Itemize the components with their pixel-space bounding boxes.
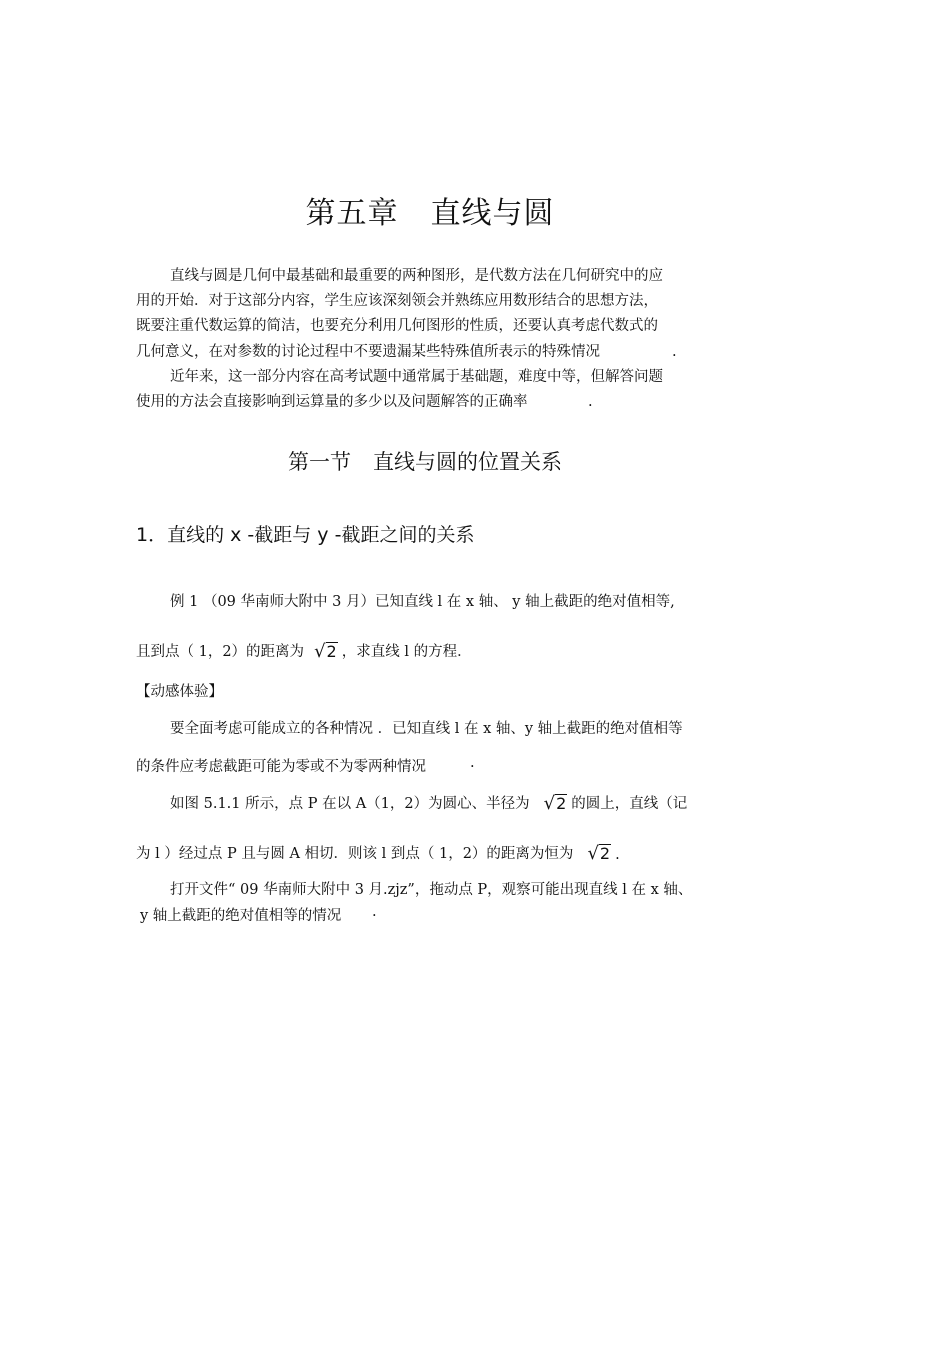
section-name: 直线与圆的位置关系 <box>373 450 562 474</box>
intro-period: . <box>588 394 593 410</box>
sqrt-symbol: √ 2 <box>543 793 567 814</box>
chapter-name: 直线与圆 <box>430 196 555 231</box>
dynamic-period: . <box>470 755 475 771</box>
dynamic-text: 如图 5.1.1 所示，点 P 在以 A（1，2）为圆心、半径为 <box>170 796 530 812</box>
example-text: ，求直线 l 的方程． <box>341 644 472 660</box>
dynamic-line: 的条件应考虑截距可能为零或不为零两种情况 <box>136 759 426 775</box>
dynamic-text: . <box>615 847 620 863</box>
intro-line: 近年来，这一部分内容在高考试题中通常属于基础题，难度中等，但解答问题 <box>170 369 663 385</box>
section-title <box>0 446 850 476</box>
intro-period: . <box>672 344 677 360</box>
dynamic-period: . <box>372 904 377 920</box>
dynamic-line: y 轴上截距的绝对值相等的情况 <box>140 908 342 924</box>
dynamic-text: 为 l ）经过点 P 且与圆 A 相切．则该 l 到点（ 1，2）的距离为恒为 <box>136 846 574 862</box>
intro-line: 既要注重代数运算的简洁，也要充分利用几何图形的性质，还要认真考虑代数式的 <box>136 318 658 334</box>
example-line: 例 1 （09 华南师大附中 3 月）已知直线 l 在 x 轴、 y 轴上截距的绝对值相等, <box>170 594 675 610</box>
dynamic-text: 的圆上，直线（记 <box>571 796 688 812</box>
dynamic-line <box>136 842 620 863</box>
dynamic-line: 要全面考虑可能成立的各种情况 ．已知直线 l 在 x 轴、y 轴上截距的绝对值相等 <box>170 721 683 737</box>
section-number: 第一节 <box>288 450 351 474</box>
dynamic-line: 打开文件“ 09 华南师大附中 3 月.zjz”，拖动点 P，观察可能出现直线 l 在 x 轴、 <box>170 882 693 898</box>
example-line <box>136 640 472 661</box>
example-text: 且到点（ 1，2）的距离为 <box>136 644 305 660</box>
dynamic-experience-label: 【动感体验】 <box>136 684 223 700</box>
chapter-number: 第五章 <box>305 196 399 231</box>
intro-line: 用的开始．对于这部分内容，学生应该深刻领会并熟练应用数形结合的思想方法， <box>136 293 658 309</box>
intro-line: 直线与圆是几何中最基础和最重要的两种图形，是代数方法在几何研究中的应 <box>170 268 663 284</box>
subsection-heading: 1．直线的 x -截距与 y -截距之间的关系 <box>136 524 475 546</box>
dynamic-line <box>170 792 687 813</box>
sqrt-symbol: √ 2 <box>587 843 611 864</box>
sqrt-symbol: √ 2 <box>314 641 337 662</box>
intro-line: 几何意义，在对参数的讨论过程中不要遗漏某些特殊值所表示的特殊情况 <box>136 344 600 360</box>
chapter-title <box>0 188 860 232</box>
intro-line: 使用的方法会直接影响到运算量的多少以及问题解答的正确率 <box>136 394 528 410</box>
